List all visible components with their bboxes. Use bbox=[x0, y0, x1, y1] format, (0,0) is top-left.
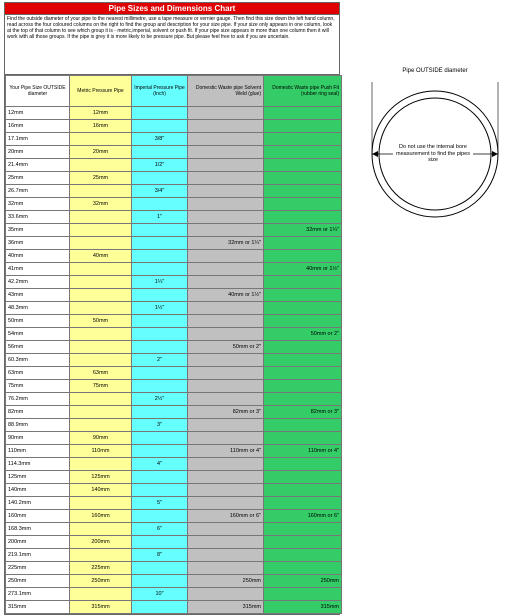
cell-imperial bbox=[132, 250, 188, 263]
cell-solvent-weld bbox=[188, 146, 264, 159]
cell-metric bbox=[70, 393, 132, 406]
cell-metric: 50mm bbox=[70, 315, 132, 328]
cell-metric bbox=[70, 458, 132, 471]
table-row bbox=[6, 107, 342, 120]
cell-outside-diameter: 90mm bbox=[6, 432, 70, 445]
cell-push-fit bbox=[264, 341, 342, 354]
table-row bbox=[6, 510, 342, 523]
cell-imperial bbox=[132, 432, 188, 445]
cell-push-fit: 32mm or 1¼" bbox=[264, 224, 342, 237]
cell-metric: 90mm bbox=[70, 432, 132, 445]
table-row bbox=[6, 445, 342, 458]
cell-solvent-weld bbox=[188, 172, 264, 185]
cell-push-fit bbox=[264, 432, 342, 445]
cell-push-fit bbox=[264, 250, 342, 263]
cell-outside-diameter: 114.3mm bbox=[6, 458, 70, 471]
cell-metric bbox=[70, 133, 132, 146]
cell-push-fit bbox=[264, 380, 342, 393]
cell-outside-diameter: 12mm bbox=[6, 107, 70, 120]
chart-title: Pipe Sizes and Dimensions Chart bbox=[5, 3, 339, 15]
cell-imperial: 8" bbox=[132, 549, 188, 562]
cell-metric bbox=[70, 341, 132, 354]
table-row bbox=[6, 562, 342, 575]
cell-solvent-weld: 50mm or 2" bbox=[188, 341, 264, 354]
cell-solvent-weld bbox=[188, 523, 264, 536]
cell-outside-diameter: 26.7mm bbox=[6, 185, 70, 198]
cell-solvent-weld bbox=[188, 562, 264, 575]
table-row bbox=[6, 120, 342, 133]
table-row bbox=[6, 237, 342, 250]
cell-metric: 25mm bbox=[70, 172, 132, 185]
cell-push-fit bbox=[264, 484, 342, 497]
cell-metric: 40mm bbox=[70, 250, 132, 263]
cell-solvent-weld: 110mm or 4" bbox=[188, 445, 264, 458]
table-body bbox=[6, 107, 342, 614]
cell-push-fit: 250mm bbox=[264, 575, 342, 588]
table-row bbox=[6, 575, 342, 588]
cell-push-fit: 82mm or 3" bbox=[264, 406, 342, 419]
cell-metric: 20mm bbox=[70, 146, 132, 159]
cell-solvent-weld: 82mm or 3" bbox=[188, 406, 264, 419]
cell-push-fit bbox=[264, 315, 342, 328]
cell-metric: 12mm bbox=[70, 107, 132, 120]
arrow-right-icon bbox=[492, 151, 498, 157]
cell-outside-diameter: 17.1mm bbox=[6, 133, 70, 146]
cell-metric: 63mm bbox=[70, 367, 132, 380]
cell-solvent-weld bbox=[188, 367, 264, 380]
cell-outside-diameter: 48.3mm bbox=[6, 302, 70, 315]
cell-push-fit bbox=[264, 107, 342, 120]
cell-outside-diameter: 140.2mm bbox=[6, 497, 70, 510]
table-row bbox=[6, 432, 342, 445]
cell-push-fit: 315mm bbox=[264, 601, 342, 614]
cell-imperial bbox=[132, 237, 188, 250]
cell-outside-diameter: 33.6mm bbox=[6, 211, 70, 224]
cell-outside-diameter: 54mm bbox=[6, 328, 70, 341]
cell-metric bbox=[70, 328, 132, 341]
cell-imperial bbox=[132, 406, 188, 419]
cell-solvent-weld bbox=[188, 497, 264, 510]
cell-imperial bbox=[132, 289, 188, 302]
cell-outside-diameter: 110mm bbox=[6, 445, 70, 458]
cell-solvent-weld bbox=[188, 198, 264, 211]
header-imperial-pressure: Imperial Pressure Pipe (Inch) bbox=[132, 76, 188, 107]
cell-imperial bbox=[132, 575, 188, 588]
cell-imperial: 2½" bbox=[132, 393, 188, 406]
cell-outside-diameter: 41mm bbox=[6, 263, 70, 276]
cell-solvent-weld bbox=[188, 276, 264, 289]
cell-push-fit bbox=[264, 523, 342, 536]
cell-solvent-weld bbox=[188, 211, 264, 224]
cell-imperial: 1" bbox=[132, 211, 188, 224]
cell-metric bbox=[70, 263, 132, 276]
cell-solvent-weld bbox=[188, 393, 264, 406]
cell-push-fit: 50mm or 2" bbox=[264, 328, 342, 341]
cell-metric: 16mm bbox=[70, 120, 132, 133]
cell-imperial bbox=[132, 484, 188, 497]
table-row bbox=[6, 393, 342, 406]
cell-outside-diameter: 35mm bbox=[6, 224, 70, 237]
table-row bbox=[6, 185, 342, 198]
cell-push-fit bbox=[264, 458, 342, 471]
cell-imperial bbox=[132, 172, 188, 185]
cell-outside-diameter: 36mm bbox=[6, 237, 70, 250]
cell-outside-diameter: 76.2mm bbox=[6, 393, 70, 406]
cell-metric: 125mm bbox=[70, 471, 132, 484]
cell-outside-diameter: 200mm bbox=[6, 536, 70, 549]
cell-push-fit bbox=[264, 120, 342, 133]
cell-outside-diameter: 140mm bbox=[6, 484, 70, 497]
cell-outside-diameter: 273.1mm bbox=[6, 588, 70, 601]
cell-push-fit bbox=[264, 354, 342, 367]
cell-solvent-weld bbox=[188, 588, 264, 601]
cell-solvent-weld bbox=[188, 549, 264, 562]
header-outside-diameter: Your Pipe Size OUTSIDE diameter bbox=[6, 76, 70, 107]
cell-imperial bbox=[132, 562, 188, 575]
cell-imperial: 3/4" bbox=[132, 185, 188, 198]
cell-solvent-weld bbox=[188, 354, 264, 367]
table-row bbox=[6, 406, 342, 419]
table-row bbox=[6, 211, 342, 224]
cell-solvent-weld bbox=[188, 471, 264, 484]
cell-solvent-weld bbox=[188, 328, 264, 341]
cell-solvent-weld bbox=[188, 159, 264, 172]
cell-push-fit bbox=[264, 549, 342, 562]
cell-push-fit bbox=[264, 289, 342, 302]
cell-push-fit bbox=[264, 367, 342, 380]
cell-imperial: 1/2" bbox=[132, 159, 188, 172]
cell-outside-diameter: 82mm bbox=[6, 406, 70, 419]
cell-solvent-weld bbox=[188, 133, 264, 146]
cell-outside-diameter: 25mm bbox=[6, 172, 70, 185]
cell-outside-diameter: 50mm bbox=[6, 315, 70, 328]
cell-solvent-weld bbox=[188, 250, 264, 263]
cell-push-fit bbox=[264, 198, 342, 211]
cell-metric bbox=[70, 419, 132, 432]
cell-push-fit bbox=[264, 146, 342, 159]
cell-metric bbox=[70, 185, 132, 198]
cell-metric: 110mm bbox=[70, 445, 132, 458]
cell-outside-diameter: 219.1mm bbox=[6, 549, 70, 562]
cell-metric bbox=[70, 289, 132, 302]
cell-metric: 140mm bbox=[70, 484, 132, 497]
cell-solvent-weld bbox=[188, 536, 264, 549]
cell-push-fit bbox=[264, 562, 342, 575]
cell-solvent-weld bbox=[188, 432, 264, 445]
table-row bbox=[6, 341, 342, 354]
table-row bbox=[6, 289, 342, 302]
pipe-size-table bbox=[5, 75, 342, 614]
cell-outside-diameter: 56mm bbox=[6, 341, 70, 354]
cell-imperial: 10" bbox=[132, 588, 188, 601]
cell-solvent-weld: 40mm or 1½" bbox=[188, 289, 264, 302]
cell-imperial bbox=[132, 380, 188, 393]
cell-solvent-weld bbox=[188, 302, 264, 315]
cell-metric bbox=[70, 276, 132, 289]
table-row bbox=[6, 315, 342, 328]
cell-imperial: 2" bbox=[132, 354, 188, 367]
cell-outside-diameter: 168.3mm bbox=[6, 523, 70, 536]
cell-metric: 160mm bbox=[70, 510, 132, 523]
cell-outside-diameter: 60.3mm bbox=[6, 354, 70, 367]
cell-imperial: 4" bbox=[132, 458, 188, 471]
table-row bbox=[6, 159, 342, 172]
cell-outside-diameter: 63mm bbox=[6, 367, 70, 380]
cell-imperial bbox=[132, 471, 188, 484]
cell-push-fit bbox=[264, 588, 342, 601]
cell-solvent-weld: 32mm or 1¼" bbox=[188, 237, 264, 250]
table-row bbox=[6, 302, 342, 315]
cell-solvent-weld bbox=[188, 120, 264, 133]
cell-metric bbox=[70, 211, 132, 224]
cell-outside-diameter: 21.4mm bbox=[6, 159, 70, 172]
table-row bbox=[6, 458, 342, 471]
cell-outside-diameter: 88.9mm bbox=[6, 419, 70, 432]
cell-outside-diameter: 16mm bbox=[6, 120, 70, 133]
cell-push-fit bbox=[264, 237, 342, 250]
cell-imperial bbox=[132, 198, 188, 211]
cell-outside-diameter: 42.2mm bbox=[6, 276, 70, 289]
cell-solvent-weld: 250mm bbox=[188, 575, 264, 588]
cell-push-fit bbox=[264, 419, 342, 432]
cell-push-fit bbox=[264, 497, 342, 510]
table-row bbox=[6, 536, 342, 549]
cell-push-fit: 160mm or 6" bbox=[264, 510, 342, 523]
cell-outside-diameter: 125mm bbox=[6, 471, 70, 484]
cell-imperial: 3/8" bbox=[132, 133, 188, 146]
cell-outside-diameter: 43mm bbox=[6, 289, 70, 302]
cell-imperial bbox=[132, 263, 188, 276]
table-row bbox=[6, 133, 342, 146]
cell-metric: 200mm bbox=[70, 536, 132, 549]
pipe-diagram bbox=[365, 68, 505, 238]
cell-metric bbox=[70, 224, 132, 237]
cell-solvent-weld bbox=[188, 263, 264, 276]
table-row bbox=[6, 484, 342, 497]
cell-imperial bbox=[132, 107, 188, 120]
cell-metric bbox=[70, 497, 132, 510]
cell-push-fit bbox=[264, 185, 342, 198]
cell-push-fit bbox=[264, 302, 342, 315]
cell-push-fit bbox=[264, 393, 342, 406]
table-row bbox=[6, 601, 342, 614]
cell-solvent-weld bbox=[188, 315, 264, 328]
cell-imperial: 6" bbox=[132, 523, 188, 536]
table-row bbox=[6, 198, 342, 211]
header-push-fit: Domestic Waste pipe Push Fit (rubber ring seal) bbox=[264, 76, 342, 107]
cell-push-fit bbox=[264, 172, 342, 185]
table-row bbox=[6, 354, 342, 367]
pipe-sizes-sheet bbox=[4, 2, 340, 615]
cell-metric bbox=[70, 237, 132, 250]
table-row bbox=[6, 146, 342, 159]
cell-imperial: 1½" bbox=[132, 302, 188, 315]
cell-imperial: 5" bbox=[132, 497, 188, 510]
cell-push-fit bbox=[264, 211, 342, 224]
table-row bbox=[6, 328, 342, 341]
cell-metric bbox=[70, 549, 132, 562]
cell-metric bbox=[70, 588, 132, 601]
cell-metric: 315mm bbox=[70, 601, 132, 614]
cell-push-fit bbox=[264, 133, 342, 146]
cell-imperial bbox=[132, 601, 188, 614]
cell-imperial bbox=[132, 536, 188, 549]
cell-solvent-weld: 160mm or 6" bbox=[188, 510, 264, 523]
table-row bbox=[6, 497, 342, 510]
table-row bbox=[6, 523, 342, 536]
cell-imperial bbox=[132, 146, 188, 159]
cell-outside-diameter: 225mm bbox=[6, 562, 70, 575]
cell-metric bbox=[70, 302, 132, 315]
cell-imperial bbox=[132, 445, 188, 458]
cell-outside-diameter: 20mm bbox=[6, 146, 70, 159]
diagram-note: Do not use the internal bore measurement to find the pipes size bbox=[393, 144, 473, 164]
table-row bbox=[6, 263, 342, 276]
cell-solvent-weld bbox=[188, 107, 264, 120]
table-header-row bbox=[6, 76, 342, 107]
cell-solvent-weld bbox=[188, 185, 264, 198]
cell-metric: 75mm bbox=[70, 380, 132, 393]
table-row bbox=[6, 367, 342, 380]
cell-push-fit: 110mm or 4" bbox=[264, 445, 342, 458]
cell-imperial bbox=[132, 367, 188, 380]
intro-text: Find the outside diameter of your pipe to the nearest millimetre, use a tape measure or vernier gauge. Then find this size down the left hand column, read across the four coloured columns on the right to find the group and description for your size pipe. If your size only appears in one column, look at the top of that column to see which group it is - metric,imperial, solvent or push fit. If your pipe size appears in more than one column then it will work with all those groups. If the pipe is grey it is more likely to be pressure pipe. But please feel free to ask if you are uncertain. bbox=[5, 15, 339, 75]
cell-outside-diameter: 40mm bbox=[6, 250, 70, 263]
cell-imperial: 3" bbox=[132, 419, 188, 432]
cell-outside-diameter: 32mm bbox=[6, 198, 70, 211]
table-row bbox=[6, 419, 342, 432]
table-row bbox=[6, 250, 342, 263]
cell-outside-diameter: 250mm bbox=[6, 575, 70, 588]
cell-imperial bbox=[132, 224, 188, 237]
cell-push-fit: 40mm or 1½" bbox=[264, 263, 342, 276]
cell-outside-diameter: 75mm bbox=[6, 380, 70, 393]
cell-push-fit bbox=[264, 276, 342, 289]
cell-metric bbox=[70, 406, 132, 419]
cell-metric bbox=[70, 523, 132, 536]
cell-metric bbox=[70, 159, 132, 172]
cell-solvent-weld bbox=[188, 419, 264, 432]
table-row bbox=[6, 224, 342, 237]
cell-metric bbox=[70, 354, 132, 367]
cell-imperial bbox=[132, 315, 188, 328]
table-row bbox=[6, 380, 342, 393]
cell-imperial bbox=[132, 341, 188, 354]
arrow-left-icon bbox=[372, 151, 378, 157]
cell-imperial bbox=[132, 510, 188, 523]
cell-metric: 32mm bbox=[70, 198, 132, 211]
cell-metric: 250mm bbox=[70, 575, 132, 588]
header-solvent-weld: Domestic Waste pipe Solvent Weld (glue) bbox=[188, 76, 264, 107]
cell-solvent-weld bbox=[188, 484, 264, 497]
cell-solvent-weld bbox=[188, 458, 264, 471]
cell-imperial bbox=[132, 328, 188, 341]
cell-solvent-weld: 315mm bbox=[188, 601, 264, 614]
table-row bbox=[6, 588, 342, 601]
table-row bbox=[6, 471, 342, 484]
table-row bbox=[6, 276, 342, 289]
table-row bbox=[6, 549, 342, 562]
cell-solvent-weld bbox=[188, 224, 264, 237]
cell-imperial: 1¼" bbox=[132, 276, 188, 289]
cell-metric: 225mm bbox=[70, 562, 132, 575]
cell-push-fit bbox=[264, 471, 342, 484]
table-row bbox=[6, 172, 342, 185]
diagram-title: Pipe OUTSIDE diameter bbox=[402, 68, 468, 74]
cell-push-fit bbox=[264, 159, 342, 172]
cell-outside-diameter: 160mm bbox=[6, 510, 70, 523]
cell-push-fit bbox=[264, 536, 342, 549]
cell-imperial bbox=[132, 120, 188, 133]
cell-outside-diameter: 315mm bbox=[6, 601, 70, 614]
cell-solvent-weld bbox=[188, 380, 264, 393]
header-metric-pressure: Metric Pressure Pipe bbox=[70, 76, 132, 107]
